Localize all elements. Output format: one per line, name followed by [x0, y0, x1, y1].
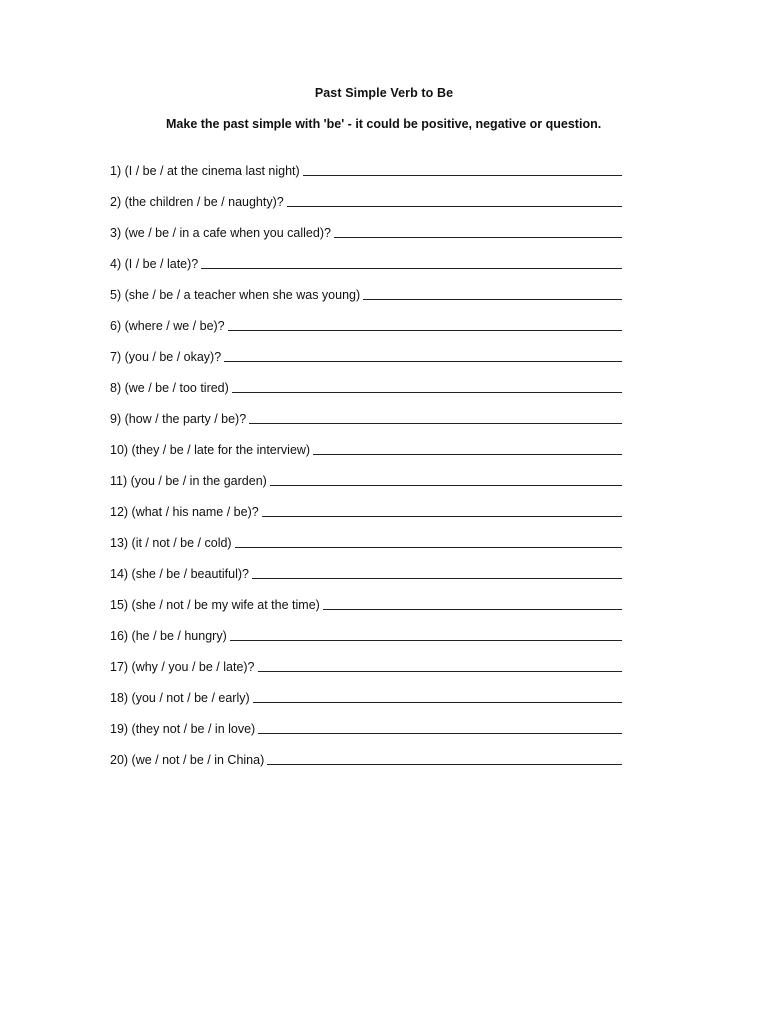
exercise-prompt: 8) (we / be / too tired)	[110, 381, 229, 395]
exercise-prompt: 19) (they not / be / in love)	[110, 722, 256, 736]
answer-line[interactable]	[267, 751, 622, 765]
answer-line[interactable]	[232, 379, 622, 393]
exercise-item	[110, 458, 622, 489]
exercise-item	[110, 148, 622, 179]
exercise-item	[110, 706, 622, 737]
exercise-item	[110, 365, 622, 396]
exercise-prompt: 6) (where / we / be)?	[110, 319, 225, 333]
exercise-prompt: 13) (it / not / be / cold)	[110, 536, 232, 550]
answer-line[interactable]	[303, 162, 622, 176]
exercise-prompt: 15) (she / not / be my wife at the time)	[110, 598, 320, 612]
answer-line[interactable]	[262, 503, 622, 517]
exercise-prompt: 2) (the children / be / naughty)?	[110, 195, 284, 209]
exercise-prompt: 7) (you / be / okay)?	[110, 350, 222, 364]
exercise-item	[110, 675, 622, 706]
exercise-item	[110, 737, 622, 768]
exercise-prompt: 16) (he / be / hungry)	[110, 629, 227, 643]
exercise-item	[110, 644, 622, 675]
exercise-prompt: 4) (I / be / late)?	[110, 257, 199, 271]
exercise-prompt: 5) (she / be / a teacher when she was young)	[110, 288, 361, 302]
exercise-item	[110, 520, 622, 551]
answer-line[interactable]	[249, 410, 622, 424]
exercise-item	[110, 272, 622, 303]
exercise-item	[110, 334, 622, 365]
exercise-item	[110, 551, 622, 582]
exercise-prompt: 20) (we / not / be / in China)	[110, 753, 265, 767]
exercise-prompt: 11) (you / be / in the garden)	[110, 474, 267, 488]
answer-line[interactable]	[258, 658, 622, 672]
answer-line[interactable]	[235, 534, 622, 548]
exercise-item	[110, 179, 622, 210]
exercise-prompt: 1) (I / be / at the cinema last night)	[110, 164, 300, 178]
exercise-item	[110, 210, 622, 241]
answer-line[interactable]	[258, 720, 622, 734]
exercise-prompt: 18) (you / not / be / early)	[110, 691, 250, 705]
instruction-text: Make the past simple with 'be' - it could be positive, negative or question.	[166, 117, 602, 131]
exercise-item	[110, 613, 622, 644]
exercise-prompt: 10) (they / be / late for the interview)	[110, 443, 311, 457]
answer-line[interactable]	[363, 286, 622, 300]
answer-line[interactable]	[323, 596, 622, 610]
page-title: Past Simple Verb to Be	[314, 86, 454, 100]
exercise-item	[110, 582, 622, 613]
exercise-item	[110, 396, 622, 427]
answer-line[interactable]	[252, 565, 622, 579]
exercise-prompt: 17) (why / you / be / late)?	[110, 660, 255, 674]
exercise-prompt: 12) (what / his name / be)?	[110, 505, 259, 519]
answer-line[interactable]	[270, 472, 622, 486]
exercise-prompt: 3) (we / be / in a cafe when you called)?	[110, 226, 331, 240]
answer-line[interactable]	[224, 348, 622, 362]
exercise-item	[110, 427, 622, 458]
answer-line[interactable]	[287, 193, 622, 207]
exercise-item	[110, 241, 622, 272]
answer-line[interactable]	[201, 255, 622, 269]
exercise-prompt: 14) (she / be / beautiful)?	[110, 567, 249, 581]
exercise-item	[110, 303, 622, 334]
answer-line[interactable]	[313, 441, 622, 455]
answer-line[interactable]	[334, 224, 622, 238]
exercise-prompt: 9) (how / the party / be)?	[110, 412, 247, 426]
exercise-list	[110, 148, 622, 768]
exercise-item	[110, 489, 622, 520]
answer-line[interactable]	[228, 317, 622, 331]
answer-line[interactable]	[253, 689, 622, 703]
answer-line[interactable]	[230, 627, 622, 641]
